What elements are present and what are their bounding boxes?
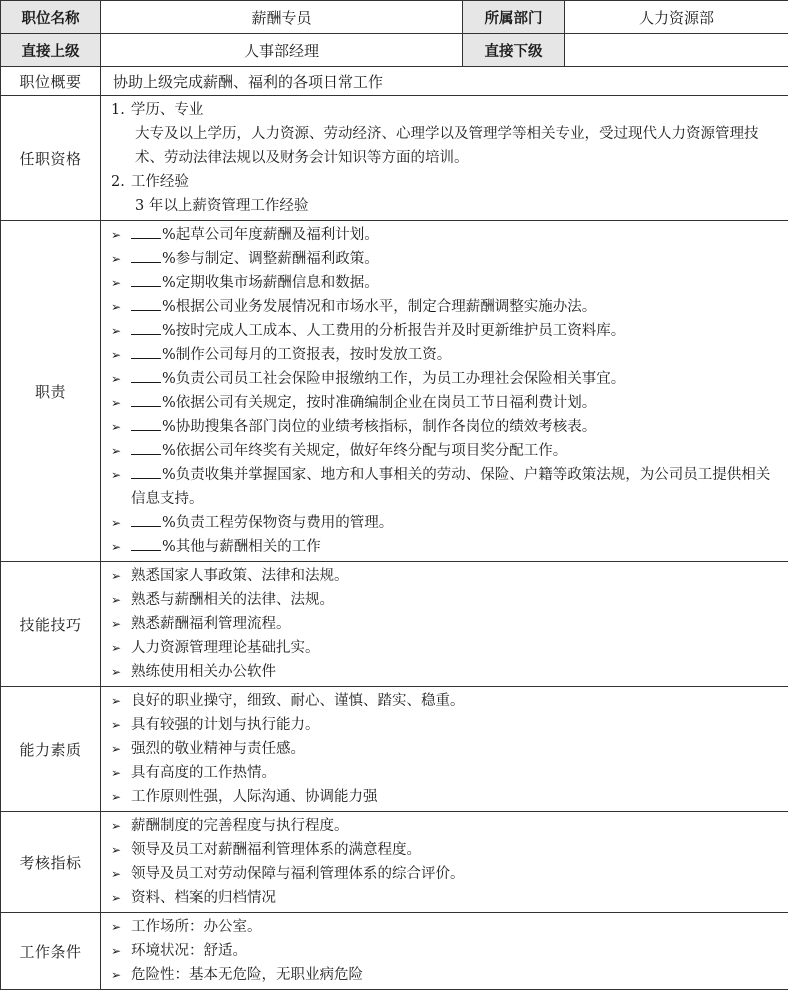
qualifications-label: 任职资格 [1,96,101,221]
arrow-bullet-icon: ➢ [111,617,122,631]
kpi-text: 资料、档案的归档情况 [131,890,276,906]
arrow-bullet-icon: ➢ [111,593,122,607]
qualifications-row [1,96,788,221]
ability-item [109,713,782,737]
qualification-item-1-desc: 大专及以上学历，人力资源、劳动经济、心理学以及管理学等相关专业，受过现代人力资源管理技术、劳动法律法规以及财务会计知识等方面的培训。 [135,126,759,166]
duty-text: %负责公司员工社会保险申报缴纳工作，为员工办理社会保险相关事宜。 [162,371,626,387]
ability-item [109,785,782,809]
skills-label: 技能技巧 [1,562,101,687]
duty-text: %其他与薪酬相关的工作 [162,539,321,555]
ability-text: 良好的职业操守，细致、耐心、谨慎、踏实、稳重。 [131,693,465,709]
duty-text: %依据公司年终奖有关规定，做好年终分配与项目奖分配工作。 [162,443,568,459]
subordinate-value [565,34,788,67]
arrow-bullet-icon: ➢ [111,819,122,833]
arrow-bullet-icon: ➢ [111,694,122,708]
duty-text: %定期收集市场薪酬信息和数据。 [162,275,379,291]
arrow-bullet-icon: ➢ [111,641,122,655]
ability-item [109,689,782,713]
superior-label: 直接上级 [1,34,101,67]
duty-text: %参与制定、调整薪酬福利政策。 [162,251,379,267]
duty-item [109,415,782,439]
skills-row [1,562,788,687]
condition-item [109,963,782,987]
arrow-bullet-icon: ➢ [111,516,122,530]
arrow-bullet-icon: ➢ [111,540,122,554]
ability-text: 工作原则性强，人际沟通、协调能力强 [131,789,378,805]
ability-item [109,737,782,761]
ability-item [109,761,782,785]
superior-value: 人事部经理 [101,34,463,67]
percent-blank [131,512,161,527]
duties-label: 职责 [1,221,101,562]
skill-text: 熟悉薪酬福利管理流程。 [131,616,291,632]
duty-item [109,463,782,511]
qualification-item-2-desc: 3 年以上薪资管理工作经验 [135,198,309,214]
duty-item [109,319,782,343]
skill-item [109,564,782,588]
arrow-bullet-icon: ➢ [111,396,122,410]
arrow-bullet-icon: ➢ [111,742,122,756]
percent-blank [131,344,161,359]
duty-text: %制作公司每月的工资报表，按时发放工资。 [162,347,452,363]
duty-text: %负责工程劳保物资与费用的管理。 [162,515,394,531]
qualification-item-2-number: 2. [111,174,125,190]
duties-row [1,221,788,562]
percent-blank [131,416,161,431]
duty-item [109,367,782,391]
arrow-bullet-icon: ➢ [111,444,122,458]
duty-text: %按时完成人工成本、人工费用的分析报告并及时更新维护员工资料库。 [162,323,626,339]
condition-text: 环境状况：舒适。 [131,943,247,959]
skills-content [101,562,788,687]
duty-text: %起草公司年度薪酬及福利计划。 [162,227,379,243]
arrow-bullet-icon: ➢ [111,252,122,266]
arrow-bullet-icon: ➢ [111,968,122,982]
percent-blank [131,296,161,311]
percent-blank [131,392,161,407]
dept-label: 所属部门 [463,1,565,34]
duty-item [109,391,782,415]
arrow-bullet-icon: ➢ [111,372,122,386]
qualification-item-2-heading: 工作经验 [130,174,189,190]
duty-text: %负责收集并掌握国家、地方和人事相关的劳动、保险、户籍等政策法规，为公司员工提供相关信息支持。 [131,467,771,507]
kpi-item [109,838,782,862]
overview-label: 职位概要 [1,67,101,96]
arrow-bullet-icon: ➢ [111,790,122,804]
ability-text: 强烈的敬业精神与责任感。 [131,741,305,757]
conditions-label: 工作条件 [1,913,101,990]
percent-blank [131,368,161,383]
subordinate-label: 直接下级 [463,34,565,67]
condition-text: 工作场所：办公室。 [131,919,262,935]
qualification-item-2-title [109,170,782,194]
condition-item [109,939,782,963]
kpi-text: 领导及员工对薪酬福利管理体系的满意程度。 [131,842,421,858]
ability-text: 具有高度的工作热情。 [131,765,276,781]
arrow-bullet-icon: ➢ [111,276,122,290]
kpi-label: 考核指标 [1,812,101,913]
duty-text: %依据公司有关规定，按时准确编制企业在岗员工节日福利费计划。 [162,395,597,411]
duty-text: %根据公司业务发展情况和市场水平，制定合理薪酬调整实施办法。 [162,299,597,315]
qualification-item-1-heading: 学历、专业 [130,102,204,118]
duty-item [109,439,782,463]
overview-text: 协助上级完成薪酬、福利的各项日常工作 [101,67,788,96]
skill-text: 熟悉与薪酬相关的法律、法规。 [131,592,334,608]
abilities-content [101,687,788,812]
kpi-item [109,886,782,910]
skill-item [109,660,782,684]
arrow-bullet-icon: ➢ [111,766,122,780]
kpi-row [1,812,788,913]
arrow-bullet-icon: ➢ [111,468,122,482]
percent-blank [131,224,161,239]
kpi-item [109,814,782,838]
duty-text: %协助搜集各部门岗位的业绩考核指标，制作各岗位的绩效考核表。 [162,419,597,435]
arrow-bullet-icon: ➢ [111,944,122,958]
condition-text: 危险性：基本无危险，无职业病危险 [131,967,363,983]
duties-content [101,221,788,562]
qualifications-content [101,96,788,221]
arrow-bullet-icon: ➢ [111,228,122,242]
arrow-bullet-icon: ➢ [111,324,122,338]
skill-text: 熟练使用相关办公软件 [131,664,276,680]
percent-blank [131,440,161,455]
header-row-1 [1,1,788,34]
skill-item [109,612,782,636]
arrow-bullet-icon: ➢ [111,843,122,857]
ability-text: 具有较强的计划与执行能力。 [131,717,320,733]
duty-item [109,271,782,295]
arrow-bullet-icon: ➢ [111,718,122,732]
arrow-bullet-icon: ➢ [111,891,122,905]
duty-item [109,535,782,559]
kpi-text: 领导及员工对劳动保障与福利管理体系的综合评价。 [131,866,465,882]
arrow-bullet-icon: ➢ [111,569,122,583]
duty-item [109,223,782,247]
duty-item [109,247,782,271]
kpi-text: 薪酬制度的完善程度与执行程度。 [131,818,349,834]
duty-item [109,295,782,319]
dept-value: 人力资源部 [565,1,788,34]
skill-item [109,636,782,660]
skill-text: 熟悉国家人事政策、法律和法规。 [131,568,349,584]
header-row-2 [1,34,788,67]
title-label: 职位名称 [1,1,101,34]
arrow-bullet-icon: ➢ [111,300,122,314]
qualification-item-1-number: 1. [111,102,125,118]
condition-item [109,915,782,939]
arrow-bullet-icon: ➢ [111,348,122,362]
percent-blank [131,320,161,335]
percent-blank [131,536,161,551]
arrow-bullet-icon: ➢ [111,420,122,434]
percent-blank [131,272,161,287]
overview-row [1,67,788,96]
abilities-label: 能力素质 [1,687,101,812]
percent-blank [131,464,161,479]
skill-text: 人力资源管理理论基础扎实。 [131,640,320,656]
arrow-bullet-icon: ➢ [111,867,122,881]
arrow-bullet-icon: ➢ [111,665,122,679]
kpi-content [101,812,788,913]
abilities-row [1,687,788,812]
arrow-bullet-icon: ➢ [111,920,122,934]
skill-item [109,588,782,612]
percent-blank [131,248,161,263]
duty-item [109,511,782,535]
qualification-item-1-title [109,98,782,122]
duty-item [109,343,782,367]
conditions-content [101,913,788,990]
title-value: 薪酬专员 [101,1,463,34]
kpi-item [109,862,782,886]
conditions-row [1,913,788,990]
